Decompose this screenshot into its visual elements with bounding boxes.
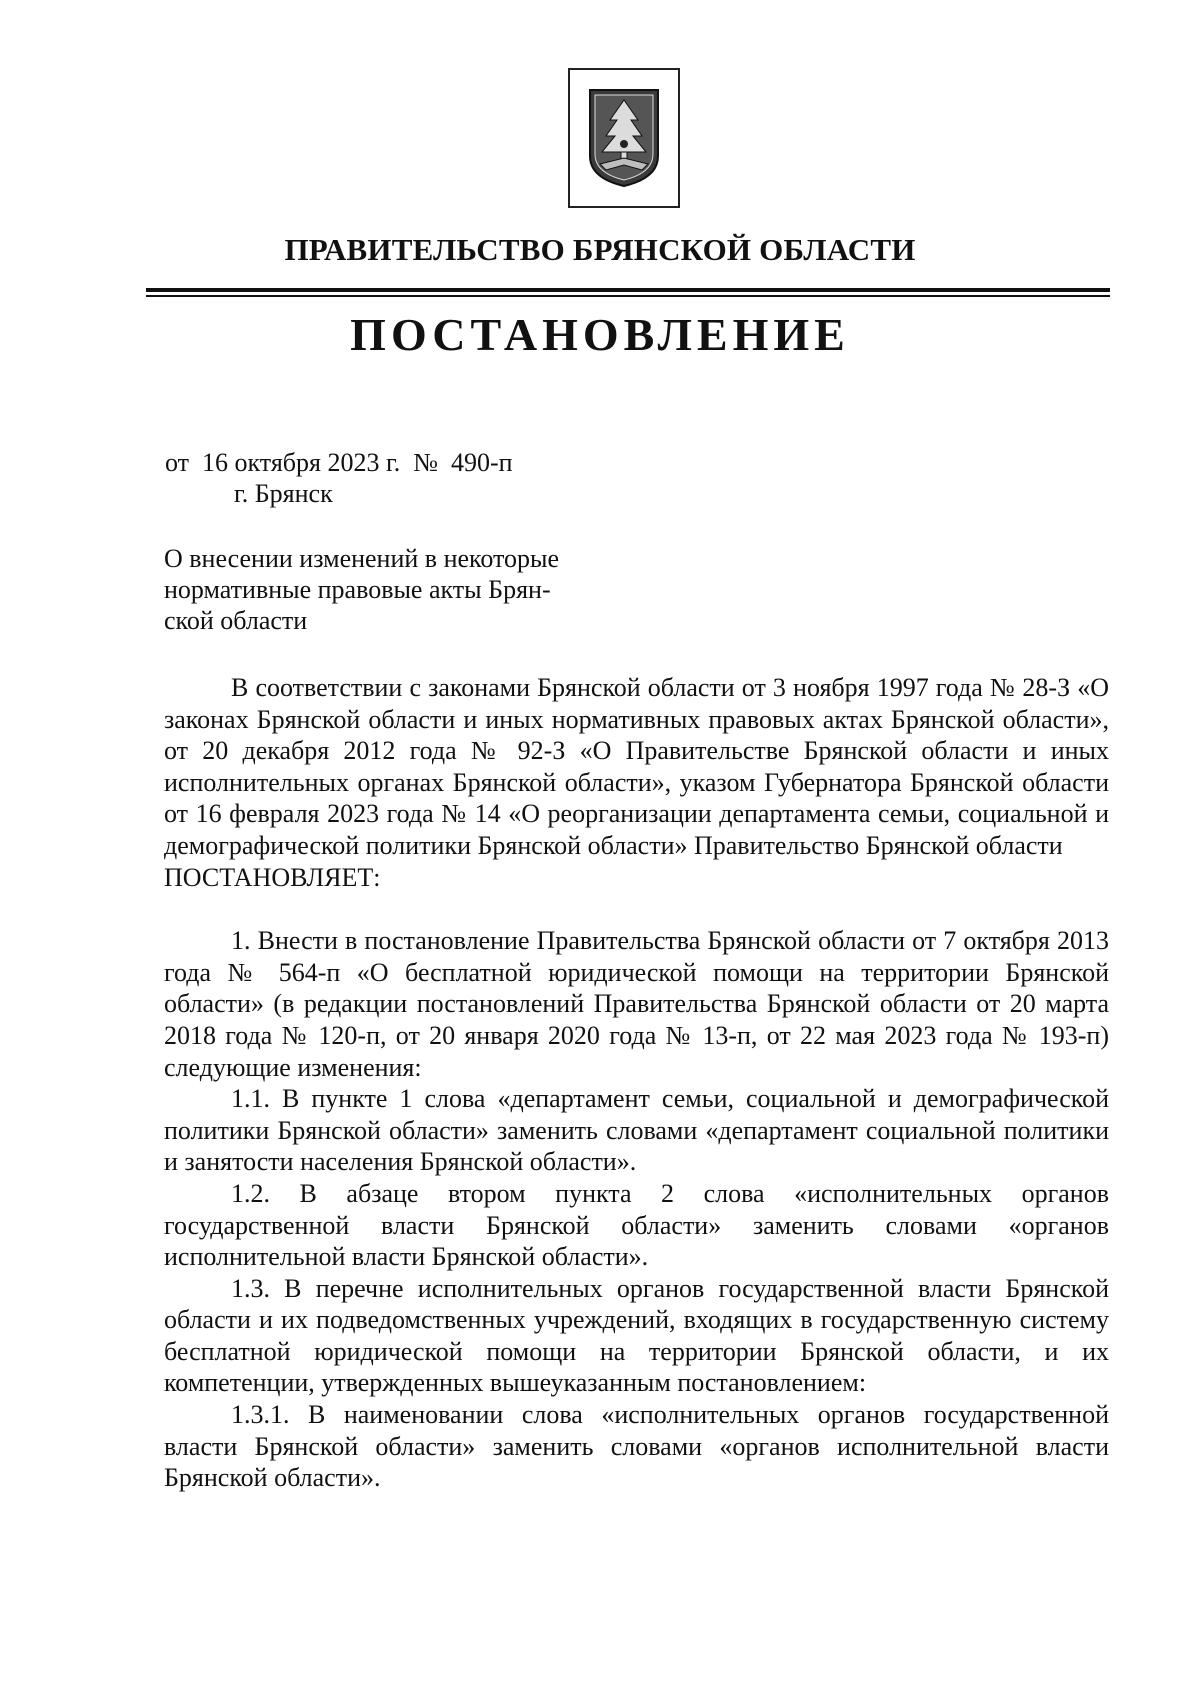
bryansk-coat-of-arms-icon [586, 86, 662, 190]
subject-line: нормативные правовые акты Брян- [164, 575, 551, 604]
paragraph-1-1: 1.1. В пункте 1 слова «департамент семьи, социальной и демографической политики Брянской области» заменить словами «департамент социальной политики и занятости населения Брянской области». [164, 1084, 1109, 1177]
emblem-frame [568, 68, 680, 208]
paragraph-1-2: 1.2. В абзаце втором пункта 2 слова «исполнительных органов государственной власти Брянской области» заменить словами «органов исполнительной власти Брянской области». [164, 1178, 1109, 1272]
subject-line: О внесении изменений в некоторые [164, 544, 560, 573]
header-rule-thin [146, 295, 1110, 297]
subject-line: ской области [164, 606, 308, 635]
date-number-line: от 16 октября 2023 г. № 490-п [165, 448, 513, 477]
document-subject [164, 543, 624, 636]
document-type-title: ПОСТАНОВЛЕНИЕ [350, 309, 850, 360]
document-body [164, 672, 1109, 1494]
header-rule-thick [146, 288, 1110, 292]
paragraph-1-3: 1.3. В перечне исполнительных органов государственной власти Брянской области и их подведомственных учреждений, входящих в государственную систему бесплатной юридической помощи на территории Брянской области, и их компетенции, утвержденных вышеуказанным постановлением: [164, 1273, 1109, 1398]
decree-word: ПОСТАНОВЛЯЕТ: [164, 862, 381, 892]
paragraph-1: 1. Внести в постановление Правительства Брянской области от 7 октября 2013 года № 564-п «О бесплатной юридической помощи на территории Брянской области» (в редакции постановлений Правительства Брянской области от 20 марта 2018 года № 120-п, от 20 января 2020 года № 13-п, от 22 мая 2023 года № 193-п) следующие изменения: [164, 926, 1109, 1082]
preamble-paragraph: В соответствии с законами Брянской области от 3 ноября 1997 года № 28-З «О законах Брянской области и иных нормативных правовых актах Брянской области», от 20 декабря 2012 года № 92-З «О Правительстве Брянской области и иных исполнительных органах Брянской области», указом Губернатора Брянской области от 16 февраля 2023 года № 14 «О реорганизации департамента семьи, социальной и демографической политики Брянской области» Правительство Брянской области [164, 673, 1109, 860]
paragraph-1-3-1: 1.3.1. В наименовании слова «исполнительных органов государственной власти Брянской области» заменить словами «органов исполнительной власти Брянской области». [164, 1400, 1109, 1493]
place-line: г. Брянск [234, 479, 333, 508]
government-title: ПРАВИТЕЛЬСТВО БРЯНСКОЙ ОБЛАСТИ [284, 232, 916, 267]
